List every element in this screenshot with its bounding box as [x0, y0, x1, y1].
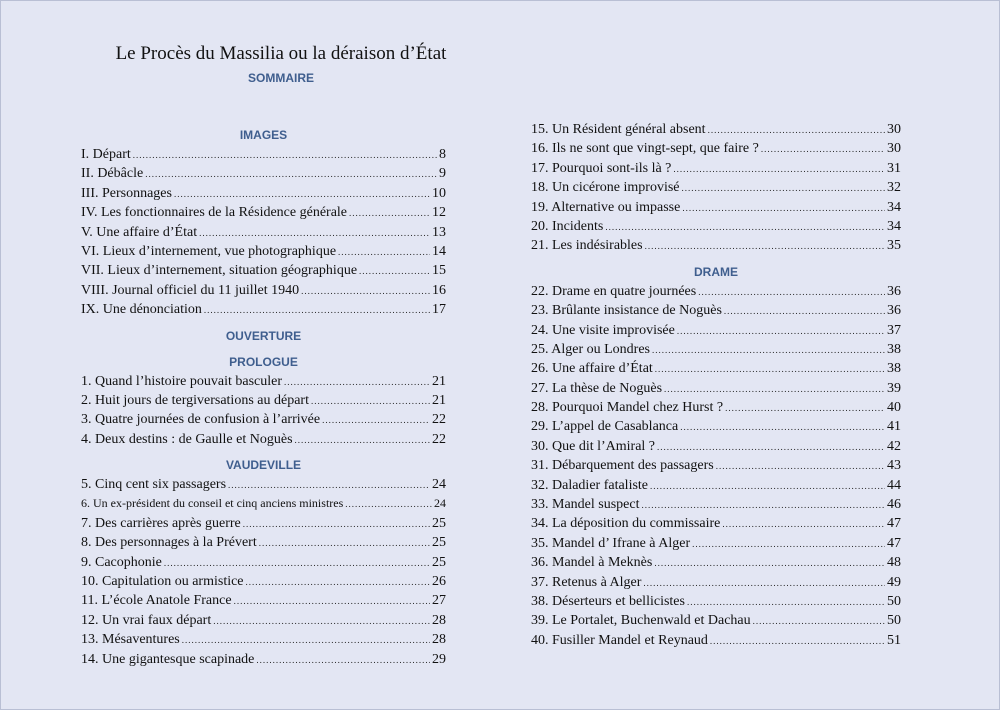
dot-leader [145, 165, 437, 184]
dot-leader [650, 477, 885, 496]
toc-entry-page: 46 [887, 497, 901, 513]
dot-leader [204, 301, 430, 320]
toc-entry [81, 242, 446, 261]
toc-entry [81, 164, 446, 183]
dot-leader [338, 243, 430, 262]
toc-entry-page: 12 [432, 205, 446, 221]
toc-entry-page: 25 [432, 554, 446, 570]
dot-leader [716, 457, 885, 476]
toc-entry [531, 534, 901, 553]
toc-entry-page: 37 [887, 322, 901, 338]
toc-entry [81, 223, 446, 242]
toc-entry-page: 39 [887, 380, 901, 396]
dot-leader [708, 121, 885, 140]
toc-entry [531, 282, 901, 301]
toc-entry-label: V. Une affaire d’État [81, 224, 198, 240]
toc-entry [81, 475, 446, 494]
toc-entry-label: VIII. Journal officiel du 11 juillet 1940 [81, 282, 300, 298]
toc-entry-label: 17. Pourquoi sont-ils là ? [531, 160, 672, 176]
dot-leader [301, 282, 430, 301]
toc-entry-page: 9 [439, 166, 446, 182]
toc-entry [81, 410, 446, 429]
dot-leader [213, 612, 430, 631]
toc-right-column [531, 120, 901, 650]
toc-entry-label: 31. Débarquement des passagers [531, 458, 714, 474]
dot-leader [605, 218, 885, 237]
toc-entry [81, 494, 446, 513]
dot-leader [664, 380, 885, 399]
toc-entry-page: 51 [887, 632, 901, 648]
toc-entry-label: 18. Un cicérone improvisé [531, 180, 680, 196]
toc-entry-page: 26 [432, 574, 446, 590]
toc-entry [81, 391, 446, 410]
section-heading: PROLOGUE [229, 354, 298, 369]
dot-leader [259, 534, 430, 553]
toc-entry-label: 3. Quatre journées de confusion à l’arrivée [81, 412, 321, 428]
toc-entry [531, 301, 901, 320]
toc-entry-page: 13 [432, 224, 446, 240]
toc-entry-label: 12. Un vrai faux départ [81, 612, 212, 628]
sommaire-heading: SOMMAIRE [248, 71, 314, 85]
toc-entry-label: 33. Mandel suspect [531, 497, 640, 513]
toc-left-column [81, 125, 446, 669]
toc-entry-page: 34 [887, 199, 901, 215]
toc-entry [81, 300, 446, 319]
toc-entry-page: 31 [887, 160, 901, 176]
toc-entry-label: 11. L’école Anatole France [81, 593, 232, 609]
dot-leader [359, 262, 430, 281]
toc-entry-page: 8 [439, 147, 446, 162]
dot-leader [673, 160, 885, 179]
toc-entry-label: 21. Les indésirables [531, 238, 643, 254]
dot-leader [687, 593, 885, 612]
dot-leader [256, 651, 430, 670]
dot-leader [349, 204, 430, 223]
toc-entry-page: 15 [432, 263, 446, 279]
toc-entry-page: 25 [432, 515, 446, 531]
toc-entry-page: 10 [432, 185, 446, 201]
toc-entry-label: I. Départ [81, 147, 131, 162]
toc-entry [531, 139, 901, 158]
dot-leader [652, 341, 885, 360]
dot-leader [243, 515, 430, 534]
dot-leader [641, 496, 885, 515]
toc-entry [81, 572, 446, 591]
toc-entry-page: 27 [432, 593, 446, 609]
dot-leader [654, 554, 885, 573]
toc-entry [531, 198, 901, 217]
toc-entry-page: 28 [432, 612, 446, 628]
toc-entry-label: 29. L’appel de Casablanca [531, 419, 679, 435]
dot-leader [753, 612, 885, 631]
section-heading: OUVERTURE [225, 328, 302, 343]
toc-entry [531, 592, 901, 611]
toc-entry-label: 16. Ils ne sont que vingt-sept, que faire ? [531, 141, 759, 157]
toc-entry-label: 30. Que dit l’Amiral ? [531, 438, 656, 454]
toc-entry-label: 37. Retenus à Alger [531, 574, 642, 590]
dot-leader [682, 179, 885, 198]
toc-entry-page: 50 [887, 613, 901, 629]
dot-leader [692, 535, 885, 554]
toc-entry-label: 4. Deux destins : de Gaulle et Noguès [81, 431, 293, 447]
toc-entry [531, 379, 901, 398]
dot-leader [246, 573, 430, 592]
toc-entry [531, 495, 901, 514]
toc-entry [531, 120, 901, 139]
toc-entry-page: 49 [887, 574, 901, 590]
toc-entry-label: IV. Les fonctionnaires de la Résidence générale [81, 205, 348, 221]
toc-entry-page: 32 [887, 180, 901, 196]
toc-entry-page: 24 [434, 496, 446, 511]
toc-entry [531, 178, 901, 197]
toc-entry-page: 40 [887, 400, 901, 416]
toc-entry-label: II. Débâcle [81, 166, 144, 182]
toc-entry [531, 159, 901, 178]
toc-entry-page: 50 [887, 593, 901, 609]
toc-entry [531, 456, 901, 475]
toc-entry-page: 16 [432, 282, 446, 298]
toc-entry-page: 30 [887, 122, 901, 137]
toc-entry-page: 36 [887, 303, 901, 319]
toc-entry [81, 553, 446, 572]
toc-entry-page: 36 [887, 283, 901, 299]
toc-entry [531, 476, 901, 495]
dot-leader [725, 399, 885, 418]
dot-leader [645, 237, 885, 256]
toc-entry-page: 41 [887, 419, 901, 435]
toc-entry-label: 28. Pourquoi Mandel chez Hurst ? [531, 400, 724, 416]
toc-entry [531, 437, 901, 456]
toc-entry-label: 24. Une visite improvisée [531, 322, 675, 338]
dot-leader [284, 373, 430, 392]
toc-entry-label: 13. Mésaventures [81, 632, 180, 648]
toc-entry-label: 22. Drame en quatre journées [531, 283, 697, 299]
toc-entry-label: 39. Le Portalet, Buchenwald et Dachau [531, 613, 751, 629]
dot-leader [295, 431, 430, 450]
section-heading: IMAGES [239, 128, 288, 142]
toc-entry-label: 8. Des personnages à la Prévert [81, 535, 257, 551]
dot-leader [174, 185, 430, 204]
toc-entry [81, 514, 446, 533]
toc-entry [81, 145, 446, 164]
toc-entry-label: 38. Déserteurs et bellicistes [531, 593, 685, 609]
toc-entry-label: 1. Quand l’histoire pouvait basculer [81, 373, 283, 389]
dot-leader [722, 515, 885, 534]
dot-leader [710, 632, 885, 651]
toc-entry-page: 29 [432, 651, 446, 667]
toc-entry-page: 22 [432, 412, 446, 428]
toc-entry [81, 611, 446, 630]
book-title: Le Procès du Massilia ou la déraison d’État [115, 43, 447, 64]
dot-leader [680, 418, 885, 437]
dot-leader [677, 322, 885, 341]
toc-entry-page: 47 [887, 516, 901, 532]
toc-entry-page: 48 [887, 555, 901, 571]
toc-entry-label: 10. Capitulation ou armistice [81, 574, 244, 590]
toc-entry-page: 47 [887, 535, 901, 551]
dot-leader [311, 392, 430, 411]
toc-entry [531, 573, 901, 592]
toc-entry-page: 28 [432, 632, 446, 648]
dot-leader [164, 554, 430, 573]
toc-entry [531, 398, 901, 417]
toc-entry [81, 591, 446, 610]
toc-entry [81, 184, 446, 203]
toc-entry [531, 514, 901, 533]
dot-leader [199, 224, 430, 243]
toc-entry-label: 27. La thèse de Noguès [531, 380, 663, 396]
toc-entry [531, 359, 901, 378]
toc-entry [81, 533, 446, 552]
dot-leader [643, 574, 885, 593]
toc-entry [531, 321, 901, 340]
section-heading: VAUDEVILLE [225, 458, 302, 473]
dot-leader [133, 146, 437, 165]
toc-entry [81, 261, 446, 280]
toc-entry [81, 372, 446, 391]
toc-entry-page: 14 [432, 243, 446, 259]
dot-leader [657, 438, 885, 457]
dot-leader [761, 140, 885, 159]
toc-entry-label: III. Personnages [81, 185, 172, 201]
toc-entry-label: 14. Une gigantesque scapinade [81, 651, 255, 667]
toc-entry-label: 2. Huit jours de tergiversations au départ [81, 392, 309, 408]
dot-leader [682, 199, 885, 218]
toc-entry-label: 9. Cacophonie [81, 554, 162, 570]
toc-entry-label: 40. Fusiller Mandel et Reynaud [531, 632, 708, 648]
toc-entry [81, 203, 446, 222]
toc-entry-page: 38 [887, 341, 901, 357]
toc-entry [81, 281, 446, 300]
toc-entry-label: 35. Mandel d’ Ifrane à Alger [531, 535, 691, 551]
toc-entry-label: 19. Alternative ou impasse [531, 199, 681, 215]
toc-entry-page: 25 [432, 535, 446, 551]
toc-entry-page: 44 [887, 477, 901, 493]
toc-entry-label: 36. Mandel à Meknès [531, 555, 653, 571]
toc-entry-label: 32. Daladier fataliste [531, 477, 649, 493]
toc-entry-page: 34 [887, 218, 901, 234]
dot-leader [724, 302, 885, 321]
dot-leader [182, 631, 430, 650]
dot-leader [345, 495, 432, 514]
toc-entry-label: 7. Des carrières après guerre [81, 515, 241, 531]
toc-entry-page: 43 [887, 458, 901, 474]
toc-entry [81, 630, 446, 649]
toc-entry [531, 417, 901, 436]
toc-entry-label: VII. Lieux d’internement, situation géographique [81, 263, 358, 279]
toc-entry-label: 6. Un ex-président du conseil et cinq anciens ministres [81, 496, 344, 511]
toc-entry-label: 26. Une affaire d’État [531, 361, 653, 377]
toc-entry-page: 17 [432, 302, 446, 318]
toc-entry-page: 21 [432, 373, 446, 389]
dot-leader [234, 592, 430, 611]
toc-entry [531, 631, 901, 650]
dot-leader [655, 360, 885, 379]
toc-entry-label: 15. Un Résident général absent [531, 122, 706, 137]
toc-entry-label: 34. La déposition du commissaire [531, 516, 721, 532]
toc-entry-label: 23. Brûlante insistance de Noguès [531, 303, 722, 319]
toc-entry [531, 217, 901, 236]
toc-entry-page: 42 [887, 438, 901, 454]
toc-entry-page: 24 [432, 477, 446, 493]
dot-leader [698, 283, 885, 302]
toc-entry-page: 30 [887, 141, 901, 157]
toc-entry-page: 22 [432, 431, 446, 447]
toc-entry-label: 20. Incidents [531, 218, 604, 234]
toc-entry [531, 236, 901, 255]
toc-entry-label: VI. Lieux d’internement, vue photographique [81, 243, 337, 259]
toc-entry [531, 340, 901, 359]
toc-entry-page: 21 [432, 392, 446, 408]
dot-leader [228, 476, 430, 495]
toc-entry [81, 650, 446, 669]
toc-entry [531, 611, 901, 630]
section-heading: DRAME [694, 264, 738, 279]
toc-entry-label: IX. Une dénonciation [81, 302, 202, 318]
dot-leader [322, 411, 430, 430]
toc-entry [81, 430, 446, 449]
toc-entry-label: 5. Cinq cent six passagers [81, 477, 227, 493]
toc-entry [531, 553, 901, 572]
toc-entry-page: 38 [887, 361, 901, 377]
toc-entry-label: 25. Alger ou Londres [531, 341, 650, 357]
toc-entry-page: 35 [887, 238, 901, 254]
